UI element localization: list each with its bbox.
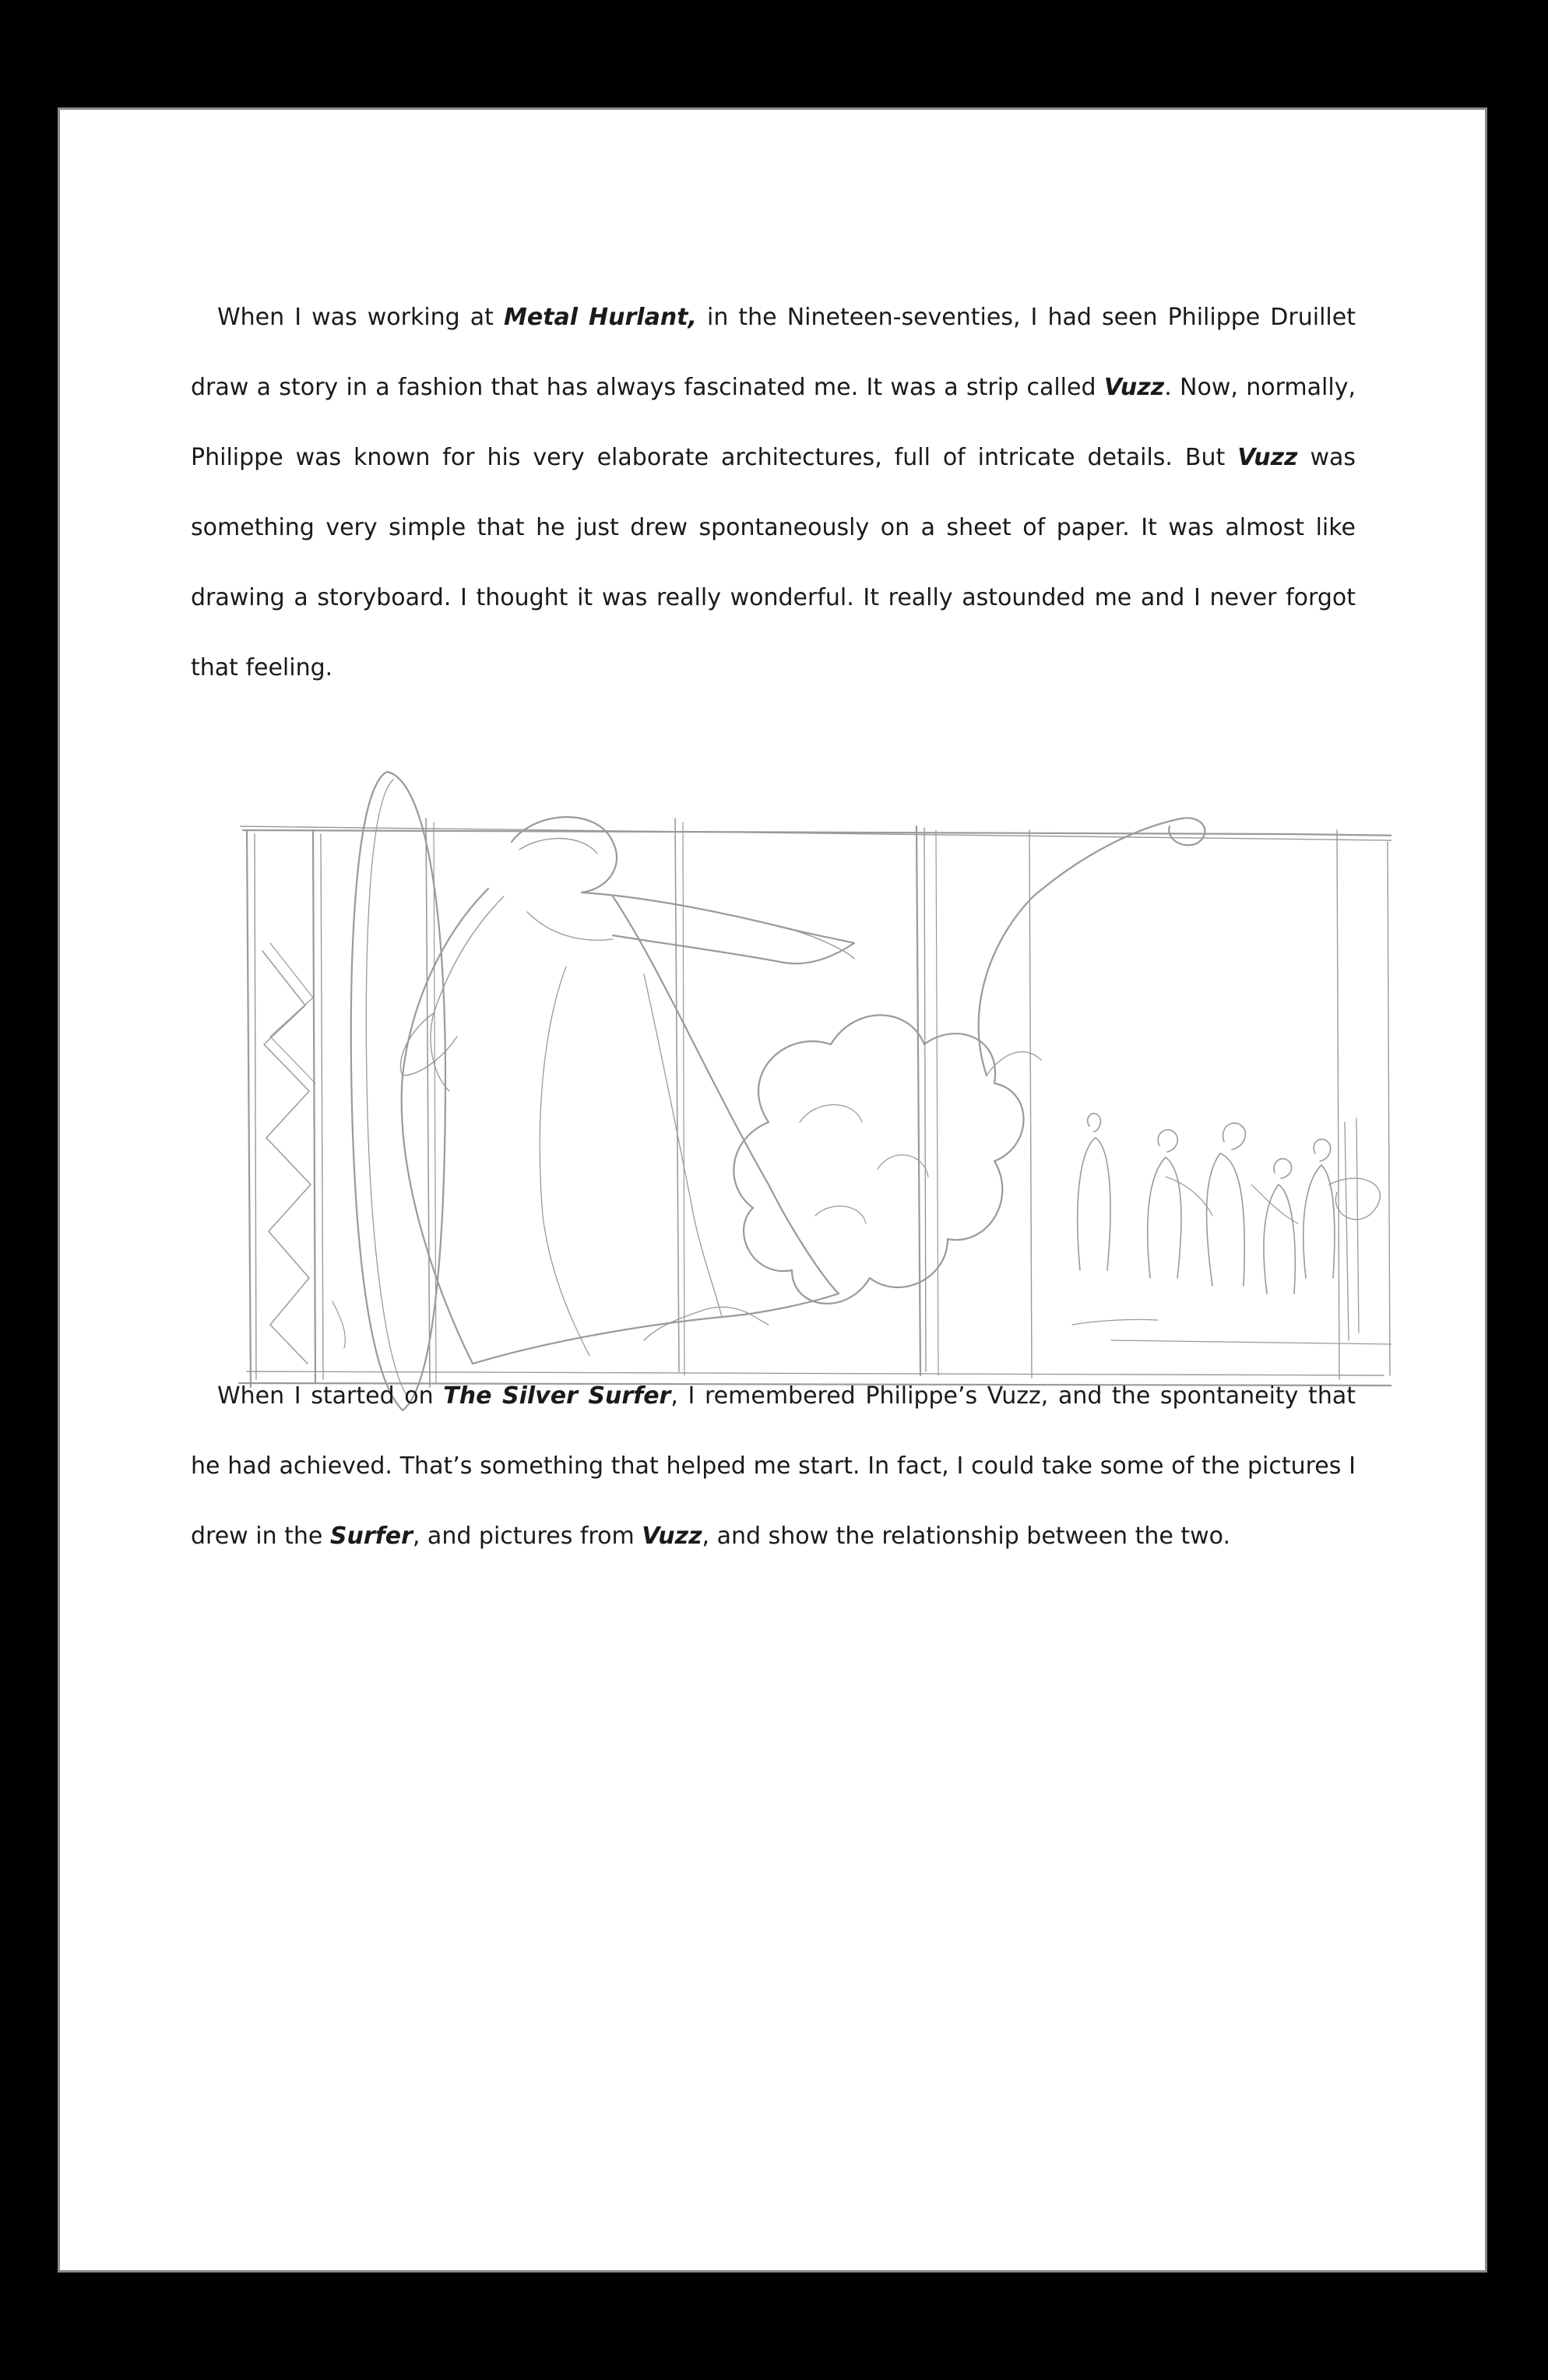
text-run: When I started on (217, 1382, 444, 1410)
italic-title: The Silver Surfer (443, 1382, 671, 1410)
italic-title: Vuzz (642, 1523, 702, 1550)
italic-title: Surfer (329, 1523, 413, 1550)
text-run: , I remembered Philippe’s Vuzz, and the spontaneity that he had achieved. That’s something that helped me start. In fact, I could take some of the pictures I drew in the (191, 1382, 1356, 1550)
text-run: When I was working at (217, 304, 504, 331)
italic-title: Metal Hurlant, (504, 304, 697, 331)
text-run: . Now, normally, Philippe was known for his very elaborate architectures, full of intricate details. But (191, 374, 1356, 471)
italic-title: Vuzz (1237, 444, 1298, 471)
text-run: , and show the relationship between the two. (702, 1523, 1231, 1550)
text-run: in the Nineteen-seventies, I had seen Philippe Druillet draw a story in a fashion that has always fascinated me. It was a strip called (191, 304, 1356, 401)
text-run: was something very simple that he just drew spontaneously on a sheet of paper. It was almost like drawing a storyboard. I thought it was really wonderful. It really astounded me and I never forgot that feeling. (191, 444, 1356, 681)
pencil-sketch-illustration (177, 639, 1391, 1449)
paragraph-2 (191, 1361, 1356, 1572)
text-run: , and pictures from (412, 1523, 642, 1550)
page (58, 107, 1487, 2273)
italic-title: Vuzz (1103, 374, 1165, 401)
